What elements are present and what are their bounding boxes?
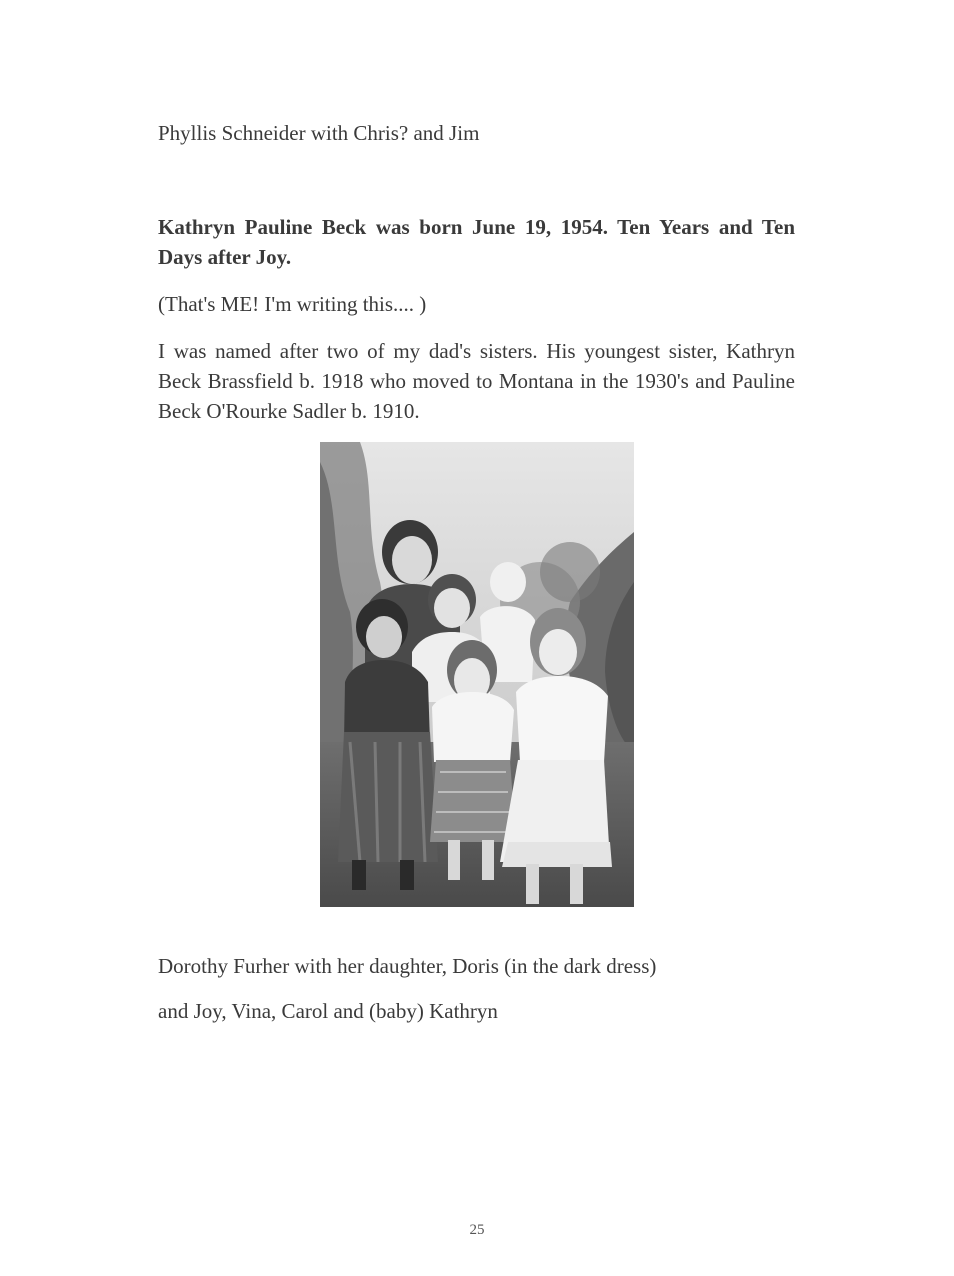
me-note-paragraph: (That's ME! I'm writing this.... ) <box>158 292 427 316</box>
family-photograph-illustration <box>320 442 634 907</box>
page-number: 25 <box>469 1222 485 1238</box>
photo-caption-top: Phyllis Schneider with Chris? and Jim <box>158 121 480 145</box>
family-photograph <box>320 442 634 907</box>
named-after-paragraph: I was named after two of my dad's sisters. His youngest sister, Kathryn Beck Brassfield b. 1918 who moved to Montana in the 1930's and Pauline Beck O'Rourke Sadler b. 1910. <box>158 339 795 423</box>
photo-caption-line-2: and Joy, Vina, Carol and (baby) Kathryn <box>158 999 498 1023</box>
photo-caption-line-1: Dorothy Furher with her daughter, Doris (in the dark dress) <box>158 954 657 978</box>
birth-paragraph: Kathryn Pauline Beck was born June 19, 1954. Ten Years and Ten Days after Joy. <box>158 215 795 269</box>
